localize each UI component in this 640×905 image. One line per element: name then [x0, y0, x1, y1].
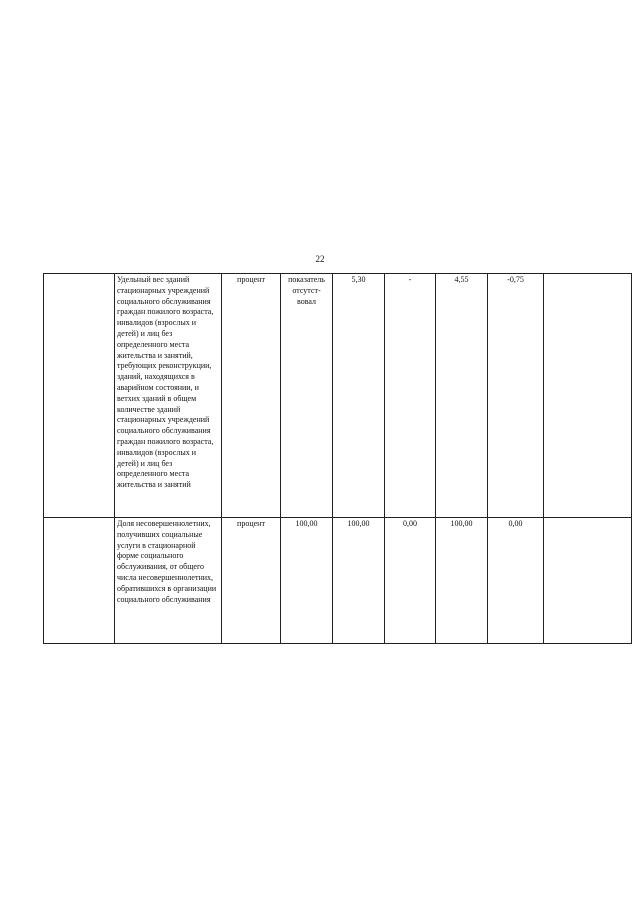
value-cell-4: 100,00 — [436, 518, 488, 644]
value-cell-4: 4,55 — [436, 274, 488, 518]
value-cell-2: 5,30 — [333, 274, 385, 518]
value-cell-2: 100,00 — [333, 518, 385, 644]
indicator-name-cell: Доля несовершеннолетних, получивших социальные услуги в стационарной форме социального обслуживания, от общего числа несовершеннолетних, обратившихся в организации социального обслуживания — [115, 518, 222, 644]
note-cell — [544, 518, 632, 644]
value-cell-3: - — [385, 274, 436, 518]
value-cell-5: 0,00 — [488, 518, 544, 644]
indicator-name-cell: Удельный вес зданий стационарных учреждений социального обслуживания граждан пожилого возраста, инвалидов (взрослых и детей) и лиц без определенного места жительства и занятий, требующих реконструкции, зданий, находящихся в аварийном состоянии, и ветхих зданий в общем количестве зданий стационарных учреждений социального обслуживания граждан пожилого возраста, инвалидов (взрослых и детей) и лиц без определенного места жительства и занятий — [115, 274, 222, 518]
indicators-table — [43, 273, 632, 644]
value-cell-1: показатель отсутст-вовал — [281, 274, 333, 518]
table-row — [44, 274, 632, 518]
value-cell-5: -0,75 — [488, 274, 544, 518]
row-number-cell — [44, 518, 115, 644]
unit-cell: процент — [222, 274, 281, 518]
note-cell — [544, 274, 632, 518]
page-number: 22 — [315, 254, 325, 264]
row-number-cell — [44, 274, 115, 518]
unit-cell: процент — [222, 518, 281, 644]
value-cell-1: 100,00 — [281, 518, 333, 644]
table-row — [44, 518, 632, 644]
value-cell-3: 0,00 — [385, 518, 436, 644]
